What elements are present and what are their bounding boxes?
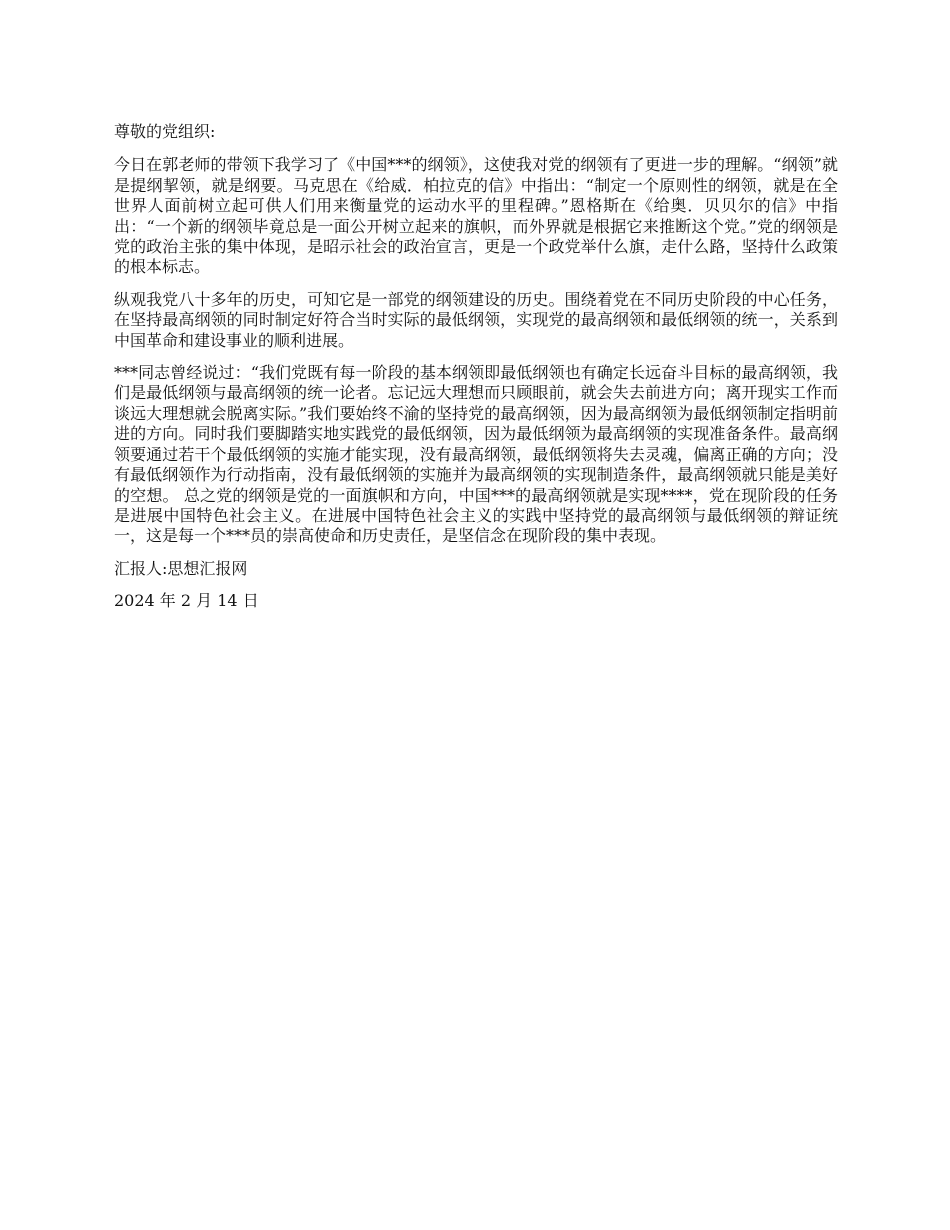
paragraph-1: 今日在郭老师的带领下我学习了《中国***的纲领》，这使我对党的纲领有了更进一步的理解。“纲领”就是提纲挈领，就是纲要。马克思在《给威．柏拉克的信》中指出：“制定一个原则性的纲领，就是在全世界人面前树立起可供人们用来衡量党的运动水平的里程碑。”恩格斯在《给奥．贝贝尔的信》中指出：“一个新的纲领毕竟总是一面公开树立起来的旗帜，而外界就是根据它来推断这个党。”党的纲领是党的政治主张的集中体现，是昭示社会的政治宣言，更是一个政党举什么旗，走什么路，坚持什么政策的根本标志。 — [114, 155, 838, 277]
salutation: 尊敬的党组织: — [114, 122, 216, 141]
signature: 汇报人:思想汇报网 — [114, 558, 248, 578]
paragraph-2: 纵观我党八十多年的历史，可知它是一部党的纲领建设的历史。围绕着党在不同历史阶段的中心任务，在坚持最高纲领的同时制定好符合当时实际的最低纲领，实现党的最高纲领和最低纲领的统一，关系到中国革命和建设事业的顺利进展。 — [114, 289, 838, 350]
date: 2024 年 2 月 14 日 — [114, 591, 259, 611]
paragraph-3: ***同志曾经说过：“我们党既有每一阶段的基本纲领即最低纲领也有确定长远奋斗目标的最高纲领，我们是最低纲领与最高纲领的统一论者。忘记远大理想而只顾眼前，就会失去前进方向；离开现实工作而谈远大理想就会脱离实际。”我们要始终不渝的坚持党的最高纲领，因为最高纲领为最低纲领制定指明前进的方向。同时我们要脚踏实地实践党的最低纲领，因为最低纲领为最高纲领的实现准备条件。最高纲领要通过若干个最低纲领的实施才能实现，没有最高纲领，最低纲领将失去灵魂，偏离正确的方向；没有最低纲领作为行动指南，没有最低纲领的实施并为最高纲领的实现制造条件，最高纲领就只能是美好的空想。 总之党的纲领是党的一面旗帜和方向，中国***的最高纲领就是实现****，党在现阶段的任务是进展中国特色社会主义。在进展中国特色社会主义的实践中坚持党的最高纲领与最低纲领的辩证统一，这是每一个***员的崇高使命和历史责任，是坚信念在现阶段的集中表现。 — [114, 363, 838, 546]
